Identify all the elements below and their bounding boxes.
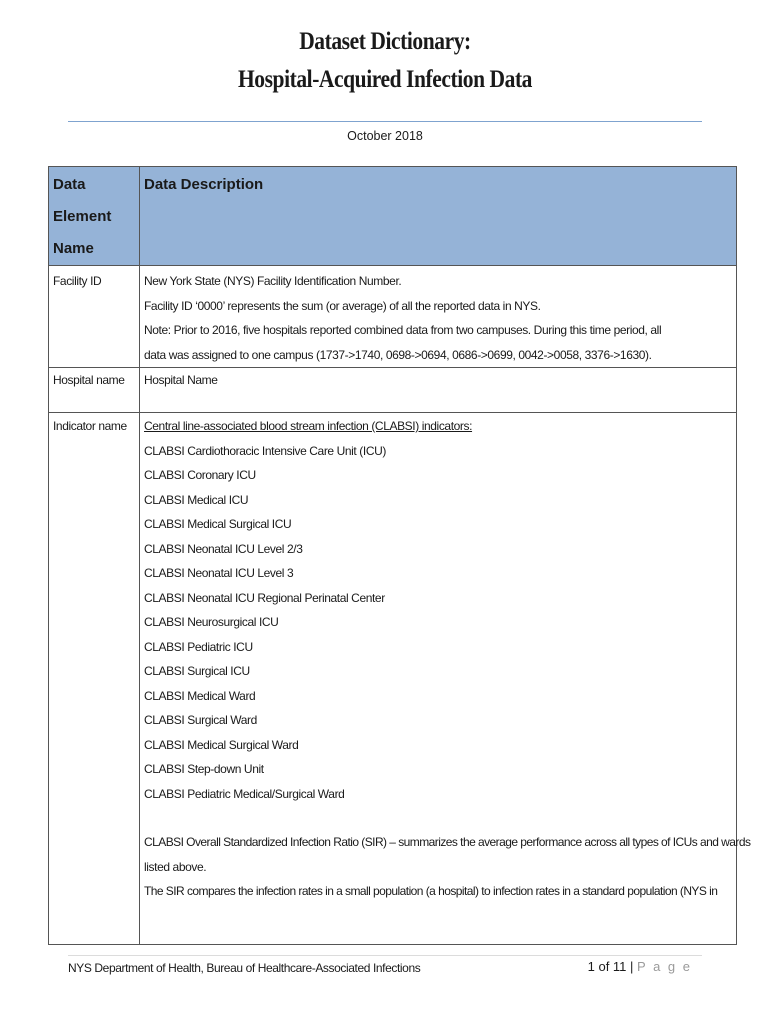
document-title-line2: Hospital-Acquired Infection Data [237, 66, 533, 93]
element-name: Indicator name [53, 419, 127, 433]
indicator-item: CLABSI Neonatal ICU Level 3 [144, 566, 294, 580]
description-cell [140, 413, 751, 945]
indicator-item: CLABSI Neurosurgical ICU [144, 615, 279, 629]
description-line: New York State (NYS) Facility Identification Number. [144, 274, 402, 288]
page-count: 1 of 11 | [587, 959, 638, 974]
overall-sir-line: listed above. [144, 859, 207, 874]
description-cell [140, 368, 737, 413]
document-title-line1: Dataset Dictionary: [299, 28, 471, 55]
indicator-group-heading: Central line-associated blood stream infection (CLABSI) indicators: [144, 419, 473, 433]
title-divider [68, 121, 702, 122]
indicator-item: CLABSI Neonatal ICU Level 2/3 [144, 541, 303, 556]
indicator-item: CLABSI Step-down Unit [144, 762, 264, 776]
indicator-item: CLABSI Pediatric ICU [144, 639, 253, 654]
table-header-row [49, 167, 737, 266]
element-name: Hospital name [53, 373, 125, 387]
indicator-item: CLABSI Pediatric Medical/Surgical Ward [144, 786, 345, 801]
indicator-item: CLABSI Surgical ICU [144, 664, 250, 678]
data-dictionary-table [48, 166, 751, 945]
column-header-element-name: Data Element Name [49, 167, 140, 266]
element-name-cell [49, 368, 140, 413]
spacer [144, 806, 736, 830]
element-name-cell [49, 413, 140, 945]
table-row [49, 266, 737, 368]
element-name: Facility ID [53, 274, 102, 288]
description-line: data was assigned to one campus (1737->1740, 0698->0694, 0686->0699, 0042->0058, 3376->1630). [144, 347, 652, 362]
indicator-item: CLABSI Medical Ward [144, 688, 256, 703]
footer-organization: NYS Department of Health, Bureau of Healthcare-Associated Infections [68, 961, 421, 975]
page-label: P a g e [637, 959, 692, 974]
sir-description-line: The SIR compares the infection rates in a small population (a hospital) to infection rates in a standard population (NYS in [144, 884, 718, 898]
column-header-description: Data Description [140, 167, 737, 266]
indicator-item: CLABSI Medical Surgical ICU [144, 517, 292, 531]
indicator-item: CLABSI Coronary ICU [144, 468, 256, 482]
page-number [588, 959, 692, 974]
footer-divider [68, 955, 702, 956]
description-line: Facility ID ‘0000’ represents the sum (or average) of all the reported data in NYS. [144, 298, 541, 313]
table-row [49, 368, 737, 413]
description-cell [140, 266, 737, 368]
document-date: October 2018 [347, 129, 423, 143]
element-name-cell [49, 266, 140, 368]
indicator-item: CLABSI Neonatal ICU Regional Perinatal Center [144, 590, 385, 605]
overall-sir-line: CLABSI Overall Standardized Infection Ratio (SIR) – summarizes the average performance across all types of ICUs and wards [144, 835, 751, 849]
indicator-item: CLABSI Medical Surgical Ward [144, 737, 299, 752]
description-line: Hospital Name [144, 373, 218, 387]
table-row [49, 413, 737, 945]
indicator-item: CLABSI Surgical Ward [144, 713, 257, 727]
indicator-item: CLABSI Cardiothoracic Intensive Care Unit (ICU) [144, 443, 386, 458]
description-line: Note: Prior to 2016, five hospitals reported combined data from two campuses. During this time period, all [144, 323, 662, 337]
indicator-item: CLABSI Medical ICU [144, 492, 249, 507]
